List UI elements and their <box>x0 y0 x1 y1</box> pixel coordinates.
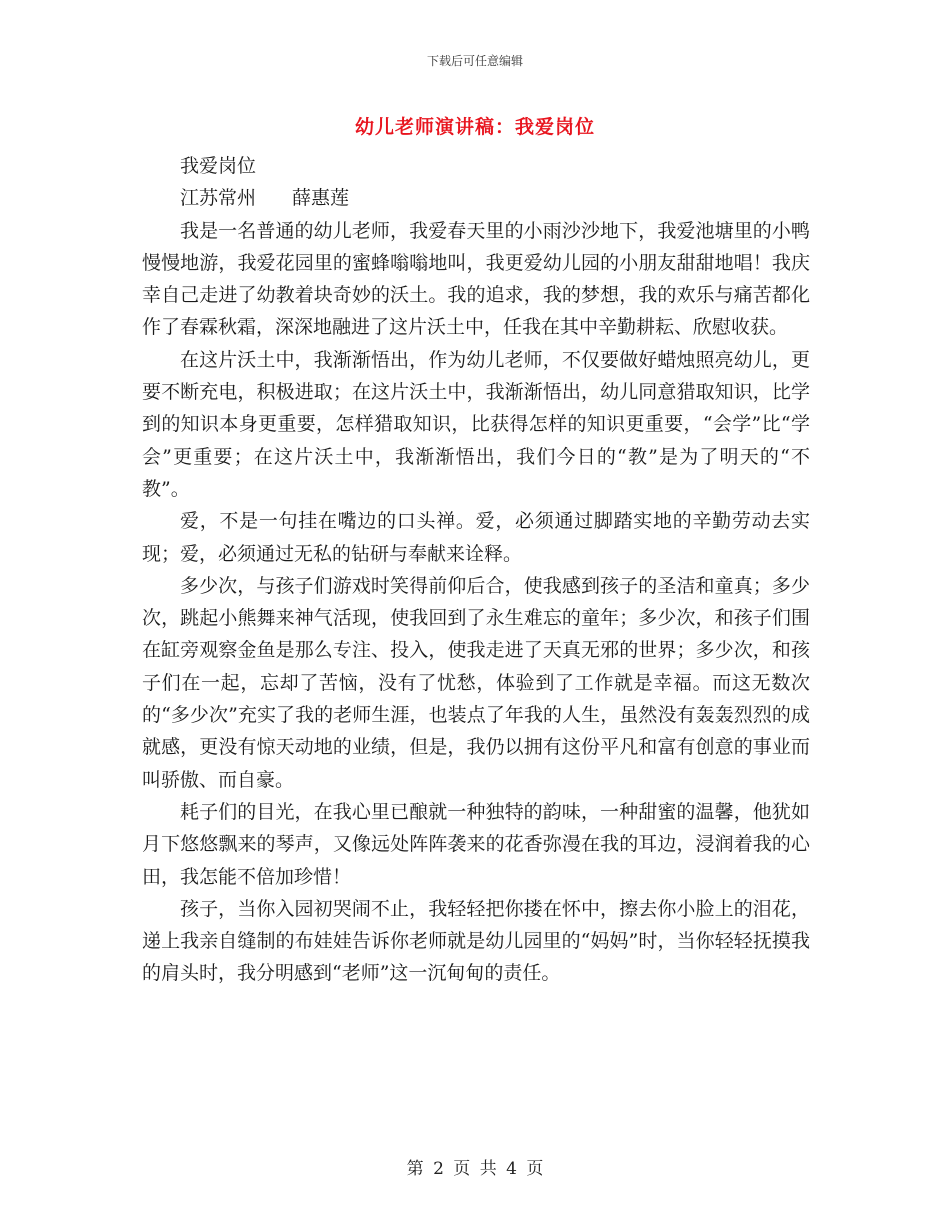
paragraph-3: 爱，不是一句挂在嘴边的口头禅。爱，必须通过脚踏实地的辛勤劳动去实现；爱，必须通过无私的钻研与奉献来诠释。 <box>142 510 810 565</box>
document-body <box>142 150 810 990</box>
page-footer: 第 2 页 共 4 页 <box>406 1159 544 1179</box>
document-title: 幼儿老师演讲稿：我爱岗位 <box>354 116 595 138</box>
author-name: 薛惠莲 <box>292 187 350 210</box>
paragraph-1: 我是一名普通的幼儿老师，我爱春天里的小雨沙沙地下，我爱池塘里的小鸭慢慢地游，我爱花园里的蜜蜂嗡嗡地叫，我更爱幼儿园的小朋友甜甜地唱！我庆幸自己走进了幼教着块奇妙的沃土。我的追求，我的梦想，我的欢乐与痛苦都化作了春霖秋霜，深深地融进了这片沃土中，任我在其中辛勤耕耘、欣慰收获。 <box>142 219 810 339</box>
paragraph-4: 多少次，与孩子们游戏时笑得前仰后合，使我感到孩子的圣洁和童真；多少次，跳起小熊舞来神气活现，使我回到了永生难忘的童年；多少次，和孩子们围在缸旁观察金鱼是那么专注、投入，使我走进了天真无邪的世界；多少次，和孩子们在一起，忘却了苦恼，没有了忧愁，体验到了工作就是幸福。而这无数次的“多少次”充实了我的老师生涯，也装点了年我的人生，虽然没有轰轰烈烈的成就感，更没有惊天动地的业绩，但是，我仍以拥有这份平凡和富有创意的事业而叫骄傲、而自豪。 <box>142 574 810 791</box>
paragraph-6: 孩子，当你入园初哭闹不止，我轻轻把你搂在怀中，擦去你小脸上的泪花，递上我亲自缝制的布娃娃告诉你老师就是幼儿园里的“妈妈”时，当你轻轻抚摸我的肩头时，我分明感到“老师”这一沉甸甸的责任。 <box>142 897 810 985</box>
author-line <box>142 182 810 214</box>
speech-subtitle: 我爱岗位 <box>180 155 257 177</box>
page-header-note: 下载后可任意编辑 <box>426 54 523 68</box>
paragraph-5: 耗子们的目光，在我心里已酿就一种独特的韵味，一种甜蜜的温馨，他犹如月下悠悠飘来的琴声，又像远处阵阵袭来的花香弥漫在我的耳边，浸润着我的心田，我怎能不倍加珍惜！ <box>142 800 810 888</box>
author-place: 江苏常州 <box>180 187 257 210</box>
paragraph-2: 在这片沃土中，我渐渐悟出，作为幼儿老师，不仅要做好蜡烛照亮幼儿，更要不断充电，积极进取；在这片沃土中，我渐渐悟出，幼儿同意猎取知识，比学到的知识本身更重要，怎样猎取知识，比获得怎样的知识更重要，“会学”比“学会”更重要；在这片沃土中，我渐渐悟出，我们今日的“教”是为了明天的“不教”。 <box>142 348 810 500</box>
